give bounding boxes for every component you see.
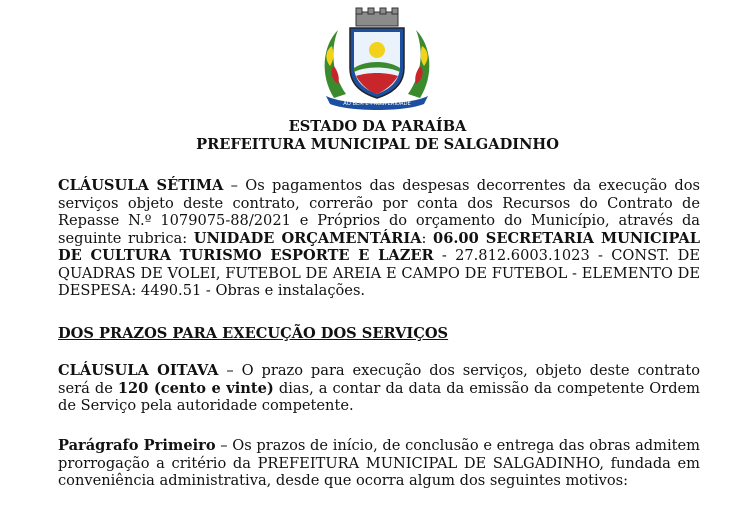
clausula-setima-text-c: - 27.812.6003.1023 - CONST. DE QUADRAS DE VOLEI, FUTEBOL DE AREIA E CAMPO DE FUTEBOL - ELEMENTO DE DESPESA: 4490.51 - Obras e instalações. xyxy=(58,247,700,299)
header-state: ESTADO DA PARAÍBA xyxy=(288,118,467,135)
municipal-coat-of-arms-icon xyxy=(316,6,438,110)
header-municipality: PREFEITURA MUNICIPAL DE SALGADINHO xyxy=(196,136,559,153)
clausula-oitava-paragraph xyxy=(58,362,700,415)
seal-motto: AO BEM E PROSPERIDADE xyxy=(343,101,411,107)
clausula-setima-text-a: – Os pagamentos das despesas decorrentes da execução dos serviços objeto deste contrato, correrão por conta dos Recursos do Contrato de Repasse N.º 1079075-88/2021 e Próprios do orçamento do Município, através da seguinte rubrica: xyxy=(58,177,700,247)
clausula-oitava-text-b: dias, a contar da data da emissão da competente Ordem de Serviço pela autoridade competente. xyxy=(58,379,701,414)
clausula-setima-secretaria: 06.00 SECRETARIA MUNICIPAL DE CULTURA TURISMO ESPORTE E LAZER xyxy=(58,229,700,264)
paragrafo-primeiro-title: Parágrafo Primeiro xyxy=(58,437,216,454)
clausula-oitava-text-a: – O prazo para execução dos serviços, objeto deste contrato será de xyxy=(58,362,701,397)
clausula-setima-title: CLÁUSULA SÉTIMA xyxy=(58,177,224,194)
clausula-oitava-title: CLÁUSULA OITAVA xyxy=(58,362,219,379)
section-heading-prazos xyxy=(58,325,700,343)
document-header xyxy=(0,118,755,154)
clausula-setima-paragraph xyxy=(58,177,700,300)
clausula-oitava-prazo: 120 (cento e vinte) xyxy=(117,379,274,397)
paragrafo-primeiro-text: – Os prazos de início, de conclusão e entrega das obras admitem prorrogação a critério da PREFEITURA MUNICIPAL DE SALGADINHO, fundada em conveniência administrativa, desde que ocorra algum dos seguintes motivos: xyxy=(58,437,700,489)
clausula-setima-unidade: UNIDADE ORÇAMENTÁRIA xyxy=(193,229,422,247)
clausula-setima-text-b: : xyxy=(421,229,434,247)
paragrafo-primeiro-paragraph xyxy=(58,437,700,490)
section-heading-text: DOS PRAZOS PARA EXECUÇÃO DOS SERVIÇOS xyxy=(58,325,449,342)
